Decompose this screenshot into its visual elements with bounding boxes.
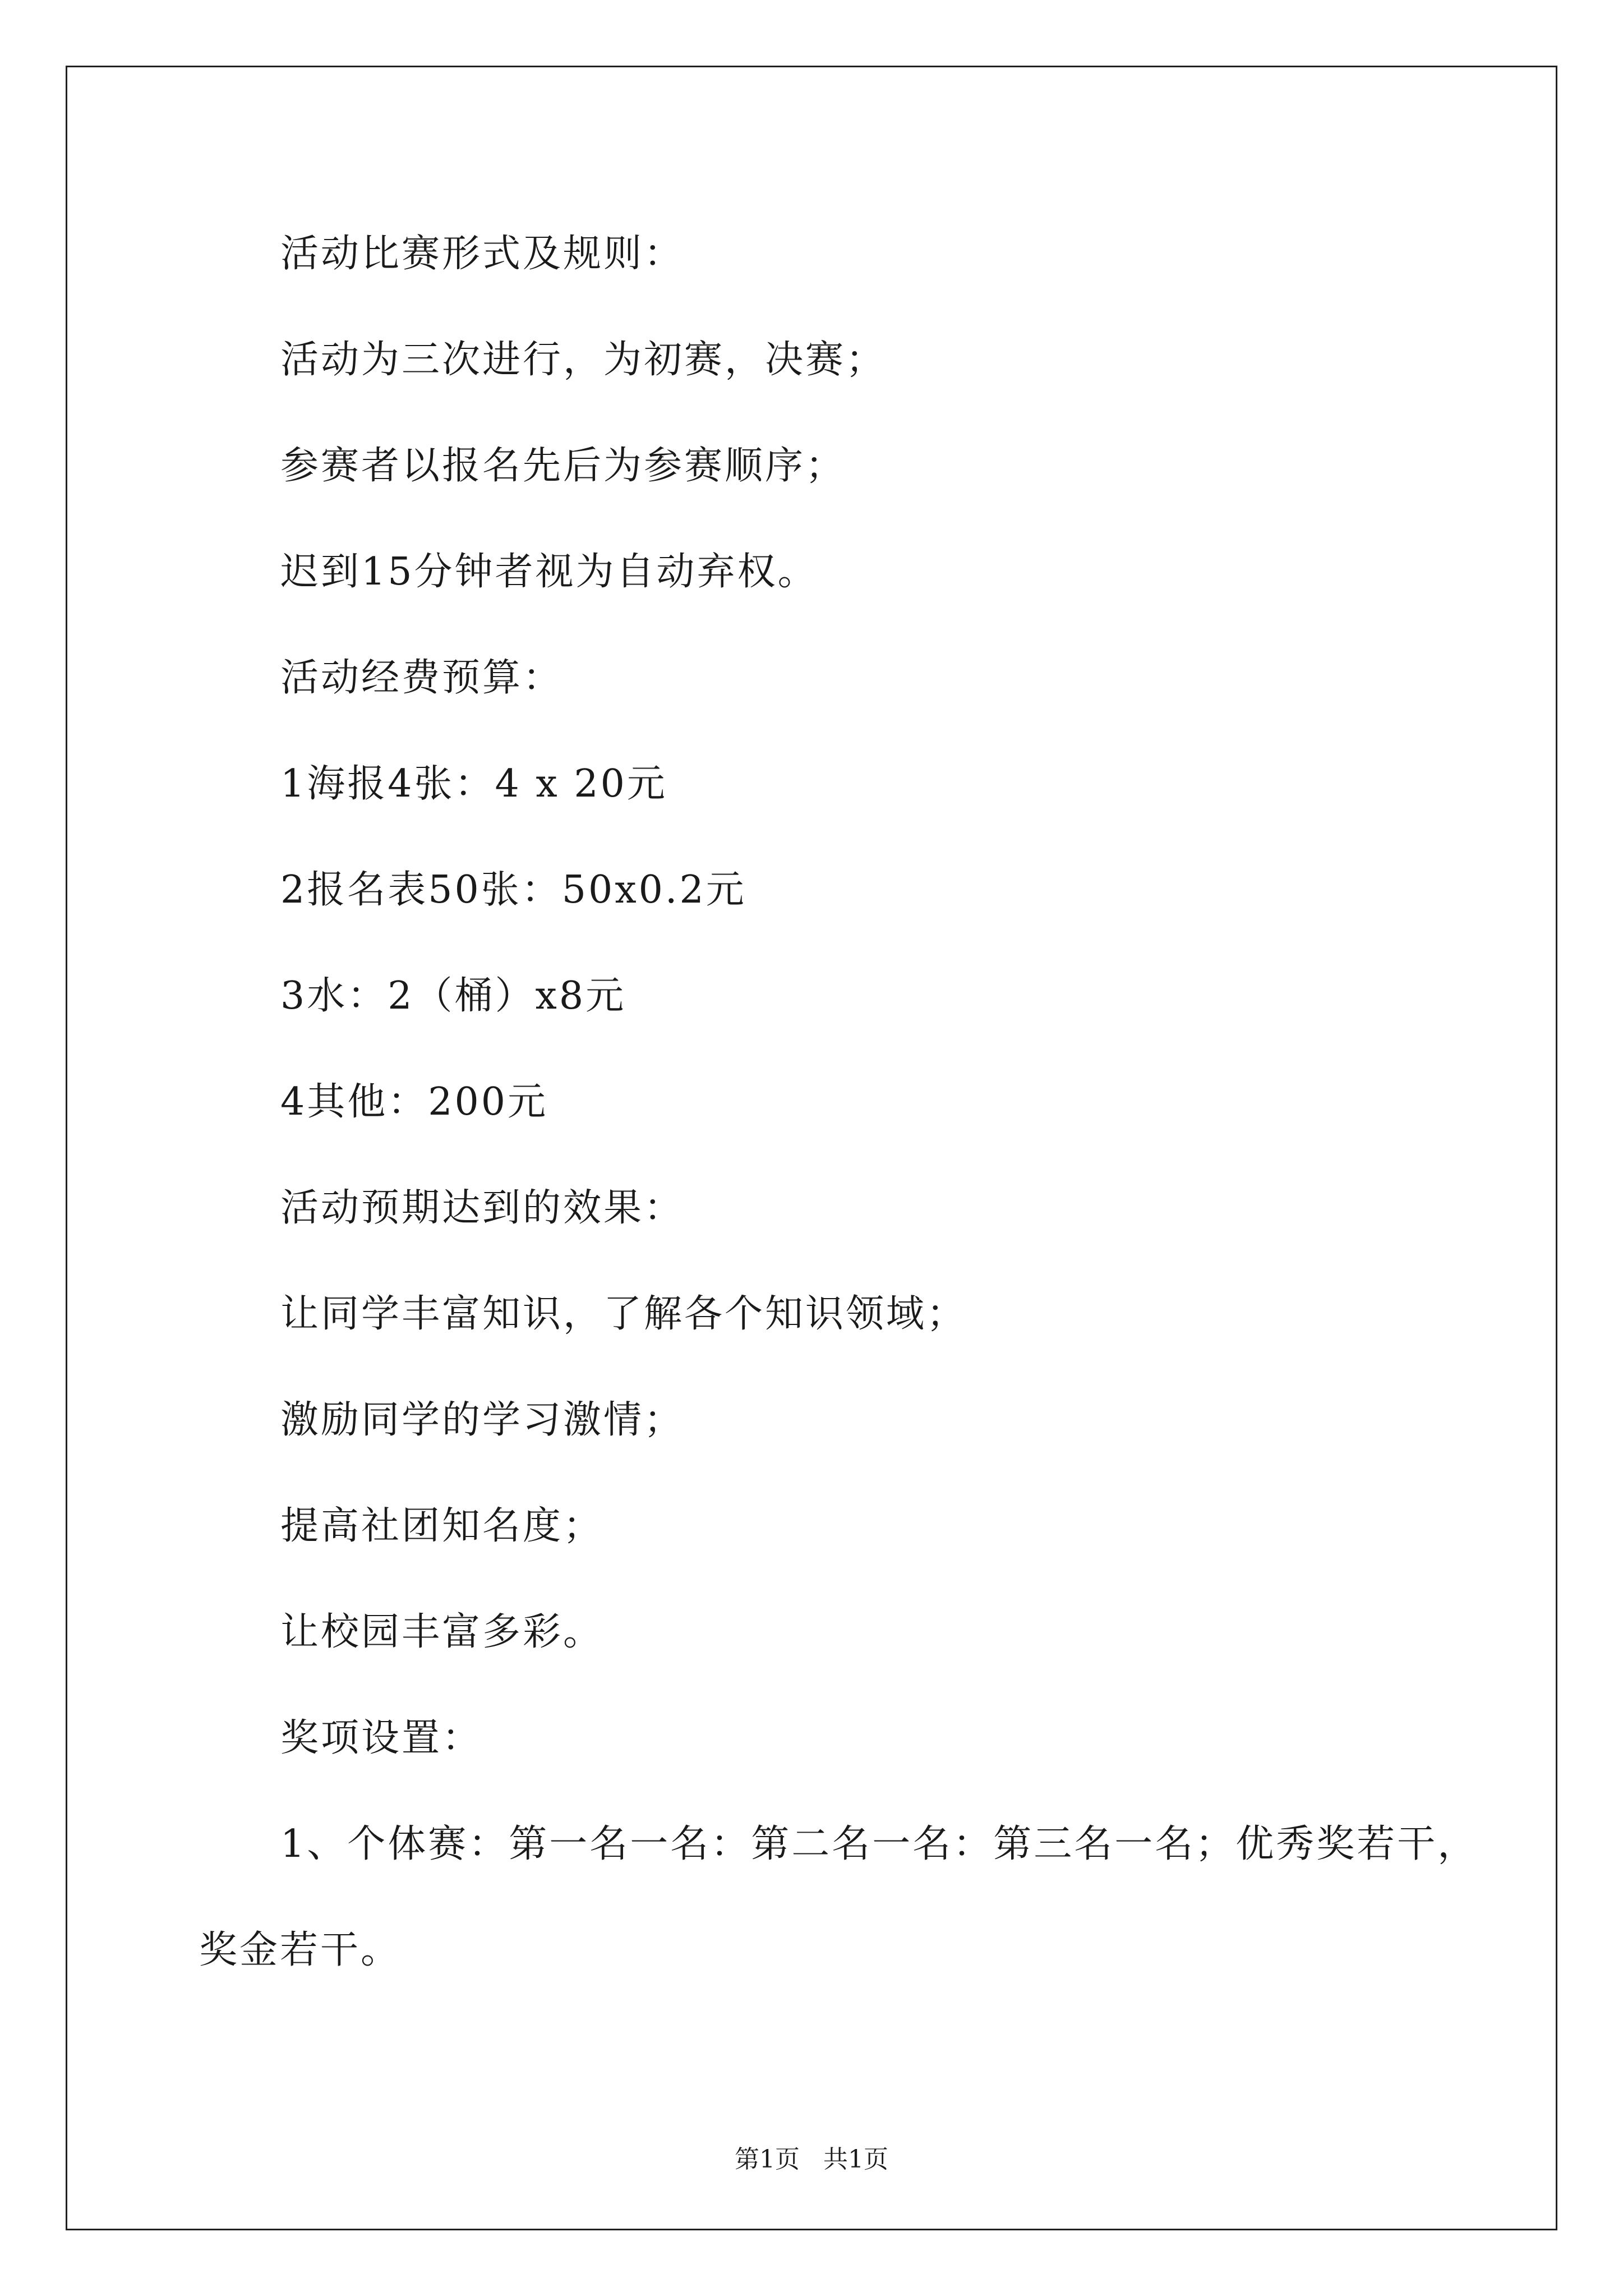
text-line: 提高社团知名度；: [280, 1504, 604, 1548]
text-line: 活动比赛形式及规则：: [280, 232, 685, 276]
text-line: 激励同学的学习激情；: [280, 1398, 685, 1442]
text-line: 奖项设置：: [280, 1716, 483, 1760]
text-line: 参赛者以报名先后为参赛顺序；: [280, 444, 846, 488]
text-line: 1海报4张：4 x 20元: [280, 762, 667, 806]
text-line: 2报名表50张：50x0.2元: [280, 868, 746, 912]
text-line: 活动为三次进行，为初赛，决赛；: [280, 338, 887, 382]
page-total: 共1页: [823, 2145, 888, 2174]
text-line: 3水：2（桶）x8元: [280, 974, 626, 1018]
text-line: 迟到15分钟者视为自动弃权。: [280, 550, 818, 594]
page-number: 第1页: [735, 2145, 800, 2174]
text-line: 活动预期达到的效果：: [280, 1186, 685, 1230]
text-line: 活动经费预算：: [280, 656, 564, 700]
page-footer: [0, 2143, 1623, 2177]
text-line: 1、个体赛：第一名一名：第二名一名：第三名一名；优秀奖若干，: [280, 1822, 1478, 1866]
text-line: 让校园丰富多彩。: [280, 1610, 604, 1654]
text-line: 让同学丰富知识，了解各个知识领域；: [280, 1292, 967, 1336]
text-line: 4其他：200元: [280, 1080, 548, 1124]
text-line: 奖金若干。: [199, 1928, 402, 1972]
